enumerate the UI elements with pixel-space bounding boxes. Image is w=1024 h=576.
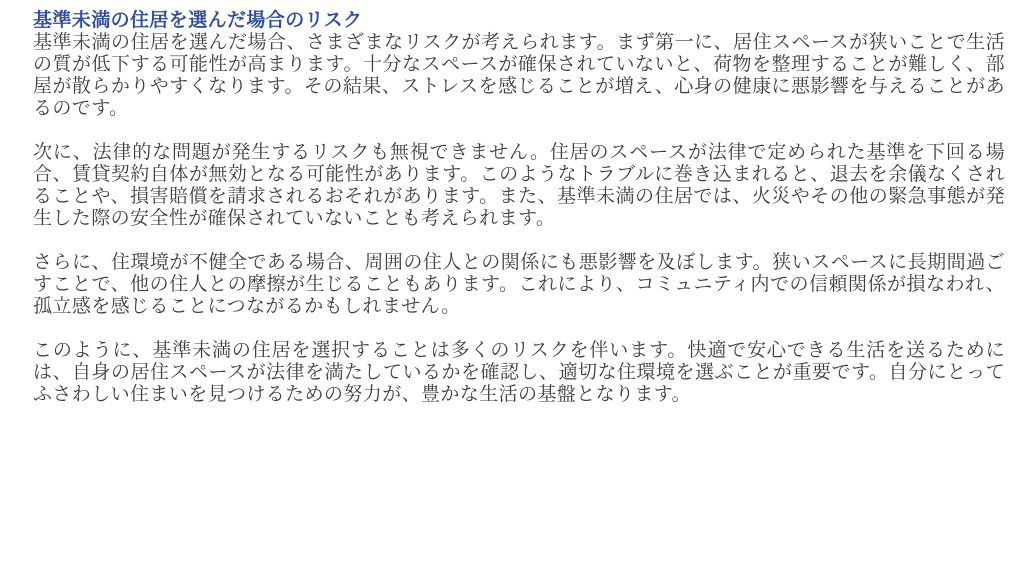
paragraph-neighbor-relations: さらに、住環境が不健全である場合、周囲の住人との関係にも悪影響を及ぼします。狭いスペースに長期間過ごすことで、他の住人との摩擦が生じることもあります。これにより、コミュニティ内での信頼関係が損なわれ、孤立感を感じることにつながるかもしれません。 (33, 252, 1005, 317)
paragraph-conclusion: このように、基準未満の住居を選択することは多くのリスクを伴います。快適で安心できる生活を送るためには、自身の居住スペースが法律を満たしているかを確認し、適切な住環境を選ぶことが重要です。自分にとってふさわしい住まいを見つけるための努力が、豊かな生活の基盤となります。 (33, 340, 1005, 405)
paragraph-risk-overview: 基準未満の住居を選んだ場合、さまざまなリスクが考えられます。まず第一に、居住スペースが狭いことで生活の質が低下する可能性が高まります。十分なスペースが確保されていないと、荷物を整理することが難しく、部屋が散らかりやすくなります。その結果、ストレスを感じることが増え、心身の健康に悪影響を与えることがあるのです。 (33, 32, 1005, 119)
document-title: 基準未満の住居を選んだ場合のリスク (33, 10, 363, 31)
paragraph-legal-risk: 次に、法律的な問題が発生するリスクも無視できません。住居のスペースが法律で定められた基準を下回る場合、賃貸契約自体が無効となる可能性があります。このようなトラブルに巻き込まれると、退去を余儀なくされることや、損害賠償を請求されるおそれがあります。また、基準未満の住居では、火災やその他の緊急事態が発生した際の安全性が確保されていないことも考えられます。 (33, 142, 1005, 229)
